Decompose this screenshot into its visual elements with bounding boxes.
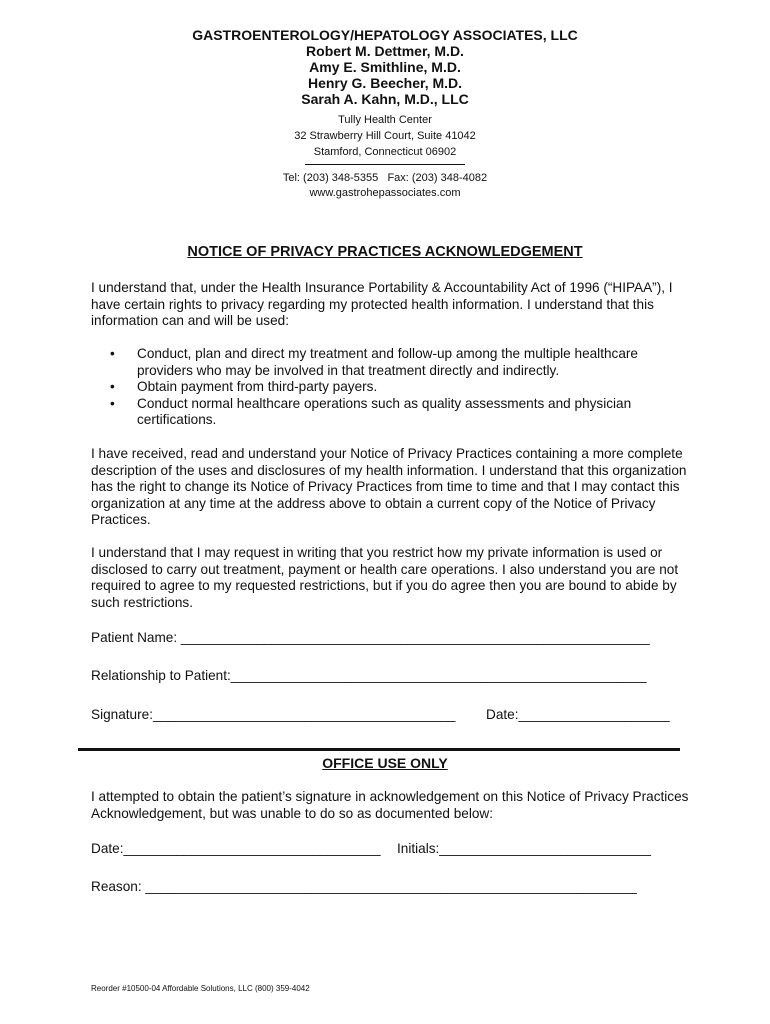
list-item	[110, 346, 680, 379]
address-line: Tully Health Center	[338, 114, 432, 126]
reason-field[interactable]: Reason: _________________________________________________________________	[91, 879, 637, 894]
intro-paragraph: I understand that, under the Health Insurance Portability & Accountability Act of 1996 (“HIPAA”), I have certain rights to privacy regarding my protected health information. I understand that this information can and will be used:	[91, 280, 673, 328]
doctor-name: Robert M. Dettmer, M.D.	[306, 43, 464, 59]
restriction-paragraph: I understand that I may request in writing that you restrict how my private information is used or disclosed to carry out treatment, payment or health care operations. I also understand you are not required to agree to my requested restrictions, but if you do agree then you are bound to abide by such restrictions.	[91, 545, 679, 610]
address-rule	[305, 164, 465, 165]
list-item-text: Conduct, plan and direct my treatment and follow-up among the multiple healthcare providers who may be involved in that treatment directly and indirectly.	[137, 346, 638, 378]
address-line: 32 Strawberry Hill Court, Suite 41042	[294, 130, 476, 142]
doctor-name: Sarah A. Kahn, M.D., LLC	[301, 91, 469, 107]
contact-block	[0, 171, 770, 201]
usage-list	[110, 346, 680, 429]
letterhead	[0, 27, 770, 107]
signature-field[interactable]: Signature:________________________________________	[91, 707, 456, 722]
relationship-field[interactable]: Relationship to Patient:_______________________________________________________	[91, 668, 647, 683]
patient-name-field[interactable]: Patient Name: ______________________________________________________________	[91, 630, 650, 645]
document-title: NOTICE OF PRIVACY PRACTICES ACKNOWLEDGEMENT	[187, 244, 583, 260]
office-date-field[interactable]: Date:__________________________________	[91, 841, 381, 856]
doctor-name: Henry G. Beecher, M.D.	[307, 75, 463, 91]
list-item	[110, 396, 680, 429]
address-line: Stamford, Connecticut 06902	[313, 146, 457, 158]
doctor-name: Amy E. Smithline, M.D.	[309, 59, 461, 75]
list-item-text: Obtain payment from third-party payers.	[137, 379, 378, 394]
bullet-icon: •	[110, 395, 115, 411]
list-item-text: Conduct normal healthcare operations such as quality assessments and physician certifications.	[137, 395, 632, 427]
notice-paragraph: I have received, read and understand your Notice of Privacy Practices containing a more complete description of the uses and disclosures of my health information. I understand that this organization has the right to change its Notice of Privacy Practices from time to time and that I may contact this organization at any time at the address above to obtain a current copy of the Notice of Privacy Practices.	[91, 446, 687, 527]
office-use-title: OFFICE USE ONLY	[322, 755, 448, 771]
website: www.gastrohepassociates.com	[309, 187, 461, 199]
bullet-icon: •	[110, 379, 115, 394]
practice-name: GASTROENTEROLOGY/HEPATOLOGY ASSOCIATES, LLC	[192, 27, 578, 43]
initials-field[interactable]: Initials:____________________________	[397, 841, 651, 856]
date-field[interactable]: Date:____________________	[486, 707, 670, 722]
list-item	[110, 379, 680, 396]
bullet-icon: •	[110, 346, 115, 361]
office-use-paragraph: I attempted to obtain the patient’s signature in acknowledgement on this Notice of Privacy Practices Acknowledgement, but was unable to do so as documented below:	[91, 789, 689, 821]
section-divider	[78, 748, 680, 751]
address-block	[0, 112, 770, 201]
reorder-footer: Reorder #10500-04 Affordable Solutions, LLC (800) 359-4042	[91, 984, 310, 993]
phone-fax: Tel: (203) 348-5355 Fax: (203) 348-4082	[282, 172, 488, 184]
